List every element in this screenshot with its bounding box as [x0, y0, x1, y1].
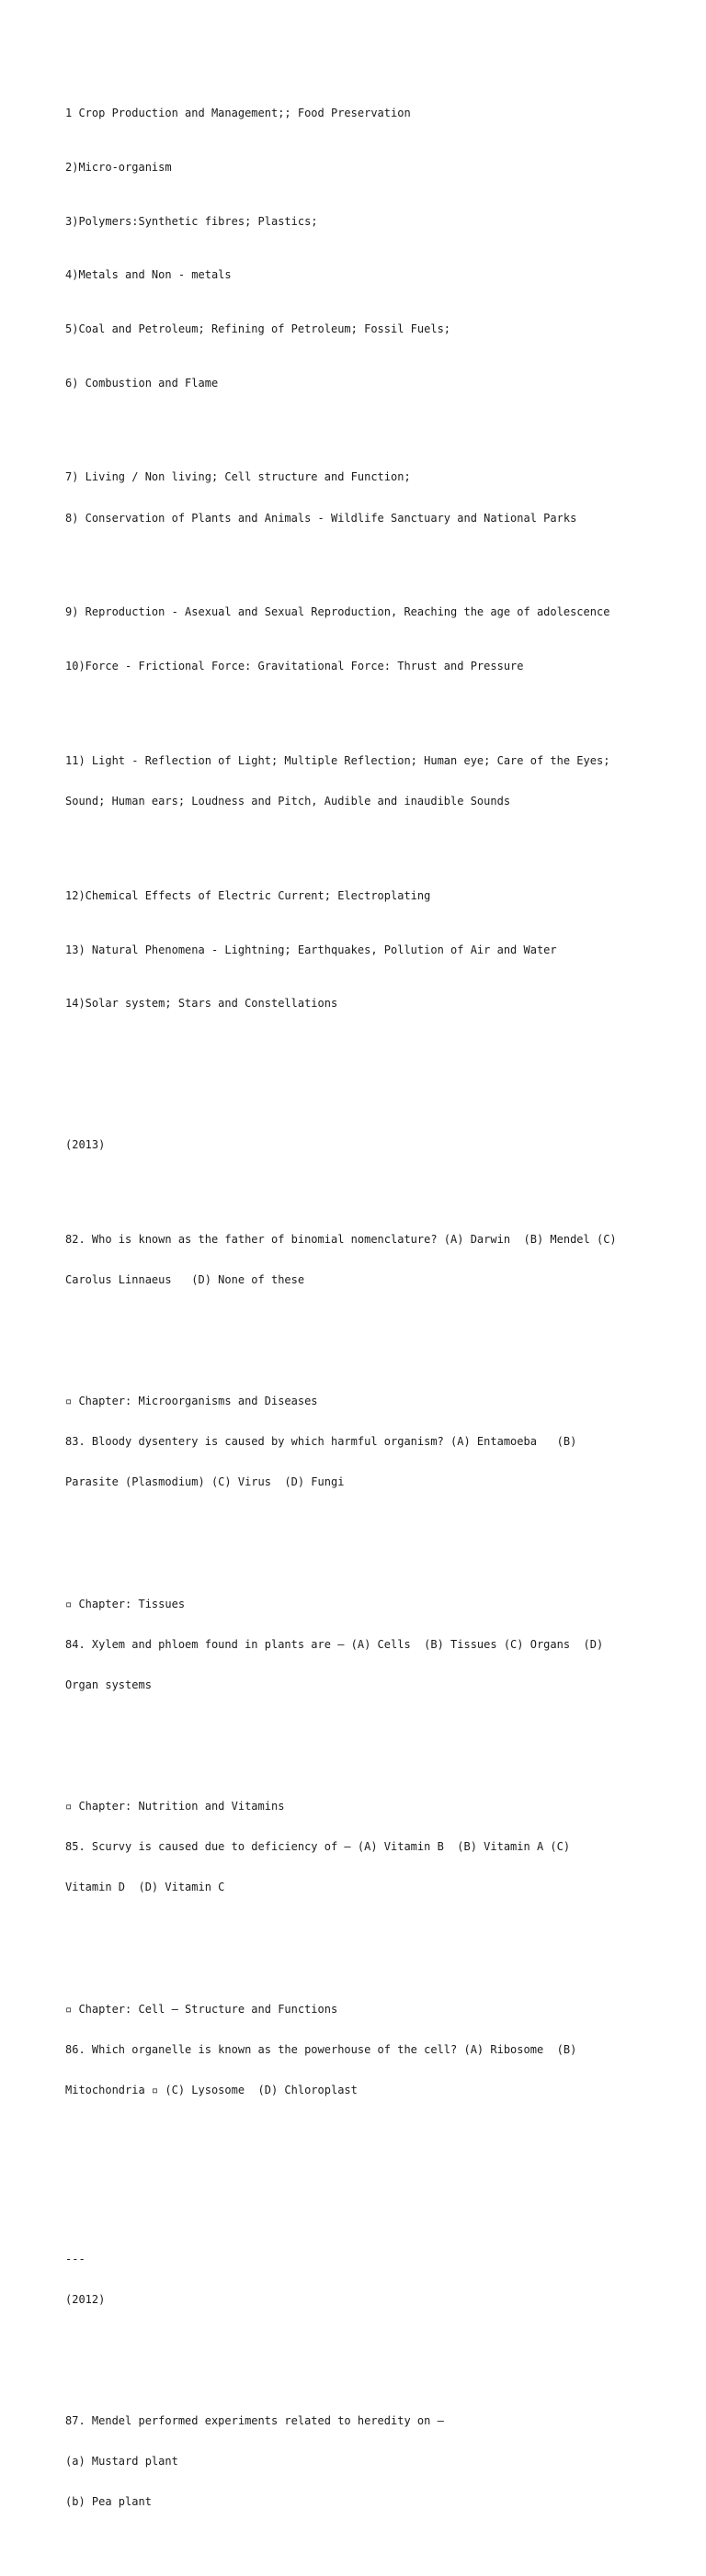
topic-14: 14)Solar system; Stars and Constellations	[65, 997, 338, 1011]
question-85-line-1: 85. Scurvy is caused due to deficiency of — (A) Vitamin B (B) Vitamin A (C)	[65, 1840, 571, 1854]
chapter-label: ▫ Chapter: Tissues	[65, 1597, 186, 1610]
question-83-line-2: Parasite (Plasmodium) (C) Virus (D) Fungi	[65, 1475, 345, 1489]
topic-5: 5)Coal and Petroleum; Refining of Petroleum; Fossil Fuels;	[65, 322, 451, 335]
topic-2: 2)Micro-organism	[65, 160, 172, 174]
question-82	[65, 1206, 690, 1315]
question-84-line-2: Organ systems	[65, 1678, 152, 1691]
question-86	[65, 1975, 690, 2124]
year-2012-block	[65, 2225, 690, 2333]
topic-13: 13) Natural Phenomena - Lightning; Earthquakes, Pollution of Air and Water	[65, 943, 557, 956]
topic-10: 10)Force - Frictional Force: Gravitational Force: Thrust and Pressure	[65, 660, 524, 673]
question-84	[65, 1570, 690, 1719]
question-85-line-2: Vitamin D (D) Vitamin C	[65, 1881, 225, 1894]
question-84-line-1: 84. Xylem and phloem found in plants are — (A) Cells (B) Tissues (C) Organs (D)	[65, 1637, 604, 1651]
question-85	[65, 1773, 690, 1922]
question-83-line-1: 83. Bloody dysentery is caused by which harmful organism? (A) Entamoeba (B)	[65, 1435, 577, 1449]
topic-11-line-1: 11) Light - Reflection of Light; Multiple Reflection; Human eye; Care of the Eyes;	[65, 753, 610, 767]
topic-3: 3)Polymers:Synthetic fibres; Plastics;	[65, 214, 318, 228]
question-83	[65, 1368, 690, 1517]
question-87-option-a: (a) Mustard plant	[65, 2454, 178, 2468]
question-82-line-1: 82. Who is known as the father of binomial nomenclature? (A) Darwin (B) Mendel (C)	[65, 1232, 617, 1246]
separator: ---	[65, 2252, 85, 2265]
question-86-line-1: 86. Which organelle is known as the powerhouse of the cell? (A) Ribosome (B)	[65, 2042, 577, 2056]
topic-4: 4)Metals and Non - metals	[65, 268, 232, 282]
year-2013-heading: (2013)	[65, 1138, 106, 1152]
question-87-option-b: (b) Pea plant	[65, 2495, 152, 2509]
question-82-line-2: Carolus Linnaeus (D) None of these	[65, 1273, 305, 1287]
chapter-label: ▫ Chapter: Nutrition and Vitamins	[65, 1800, 285, 1813]
spacer	[65, 1051, 690, 1098]
topic-11	[65, 727, 690, 835]
topic-group-7-8	[65, 444, 690, 552]
topic-1: 1 Crop Production and Management;; Food Preservation	[65, 107, 411, 120]
year-2012-heading: (2012)	[65, 2292, 106, 2306]
document-page	[65, 66, 690, 2576]
topic-6: 6) Combustion and Flame	[65, 376, 219, 390]
topic-8: 8) Conservation of Plants and Animals - Wildlife Sanctuary and National Parks	[65, 511, 577, 525]
question-87-line-1: 87. Mendel performed experiments related to heredity on –	[65, 2413, 444, 2427]
chapter-label: ▫ Chapter: Cell – Structure and Functions	[65, 2002, 338, 2016]
question-87	[65, 2387, 690, 2536]
topic-7: 7) Living / Non living; Cell structure and Function;	[65, 470, 411, 484]
question-86-line-2: Mitochondria ▫ (C) Lysosome (D) Chloroplast	[65, 2083, 358, 2096]
spacer	[65, 2164, 690, 2185]
topic-9: 9) Reproduction - Asexual and Sexual Reproduction, Reaching the age of adolescence	[65, 605, 610, 619]
topic-11-line-2: Sound; Human ears; Loudness and Pitch, Audible and inaudible Sounds	[65, 794, 511, 808]
chapter-label: ▫ Chapter: Microorganisms and Diseases	[65, 1395, 318, 1408]
topic-12: 12)Chemical Effects of Electric Current; Electroplating	[65, 888, 431, 902]
